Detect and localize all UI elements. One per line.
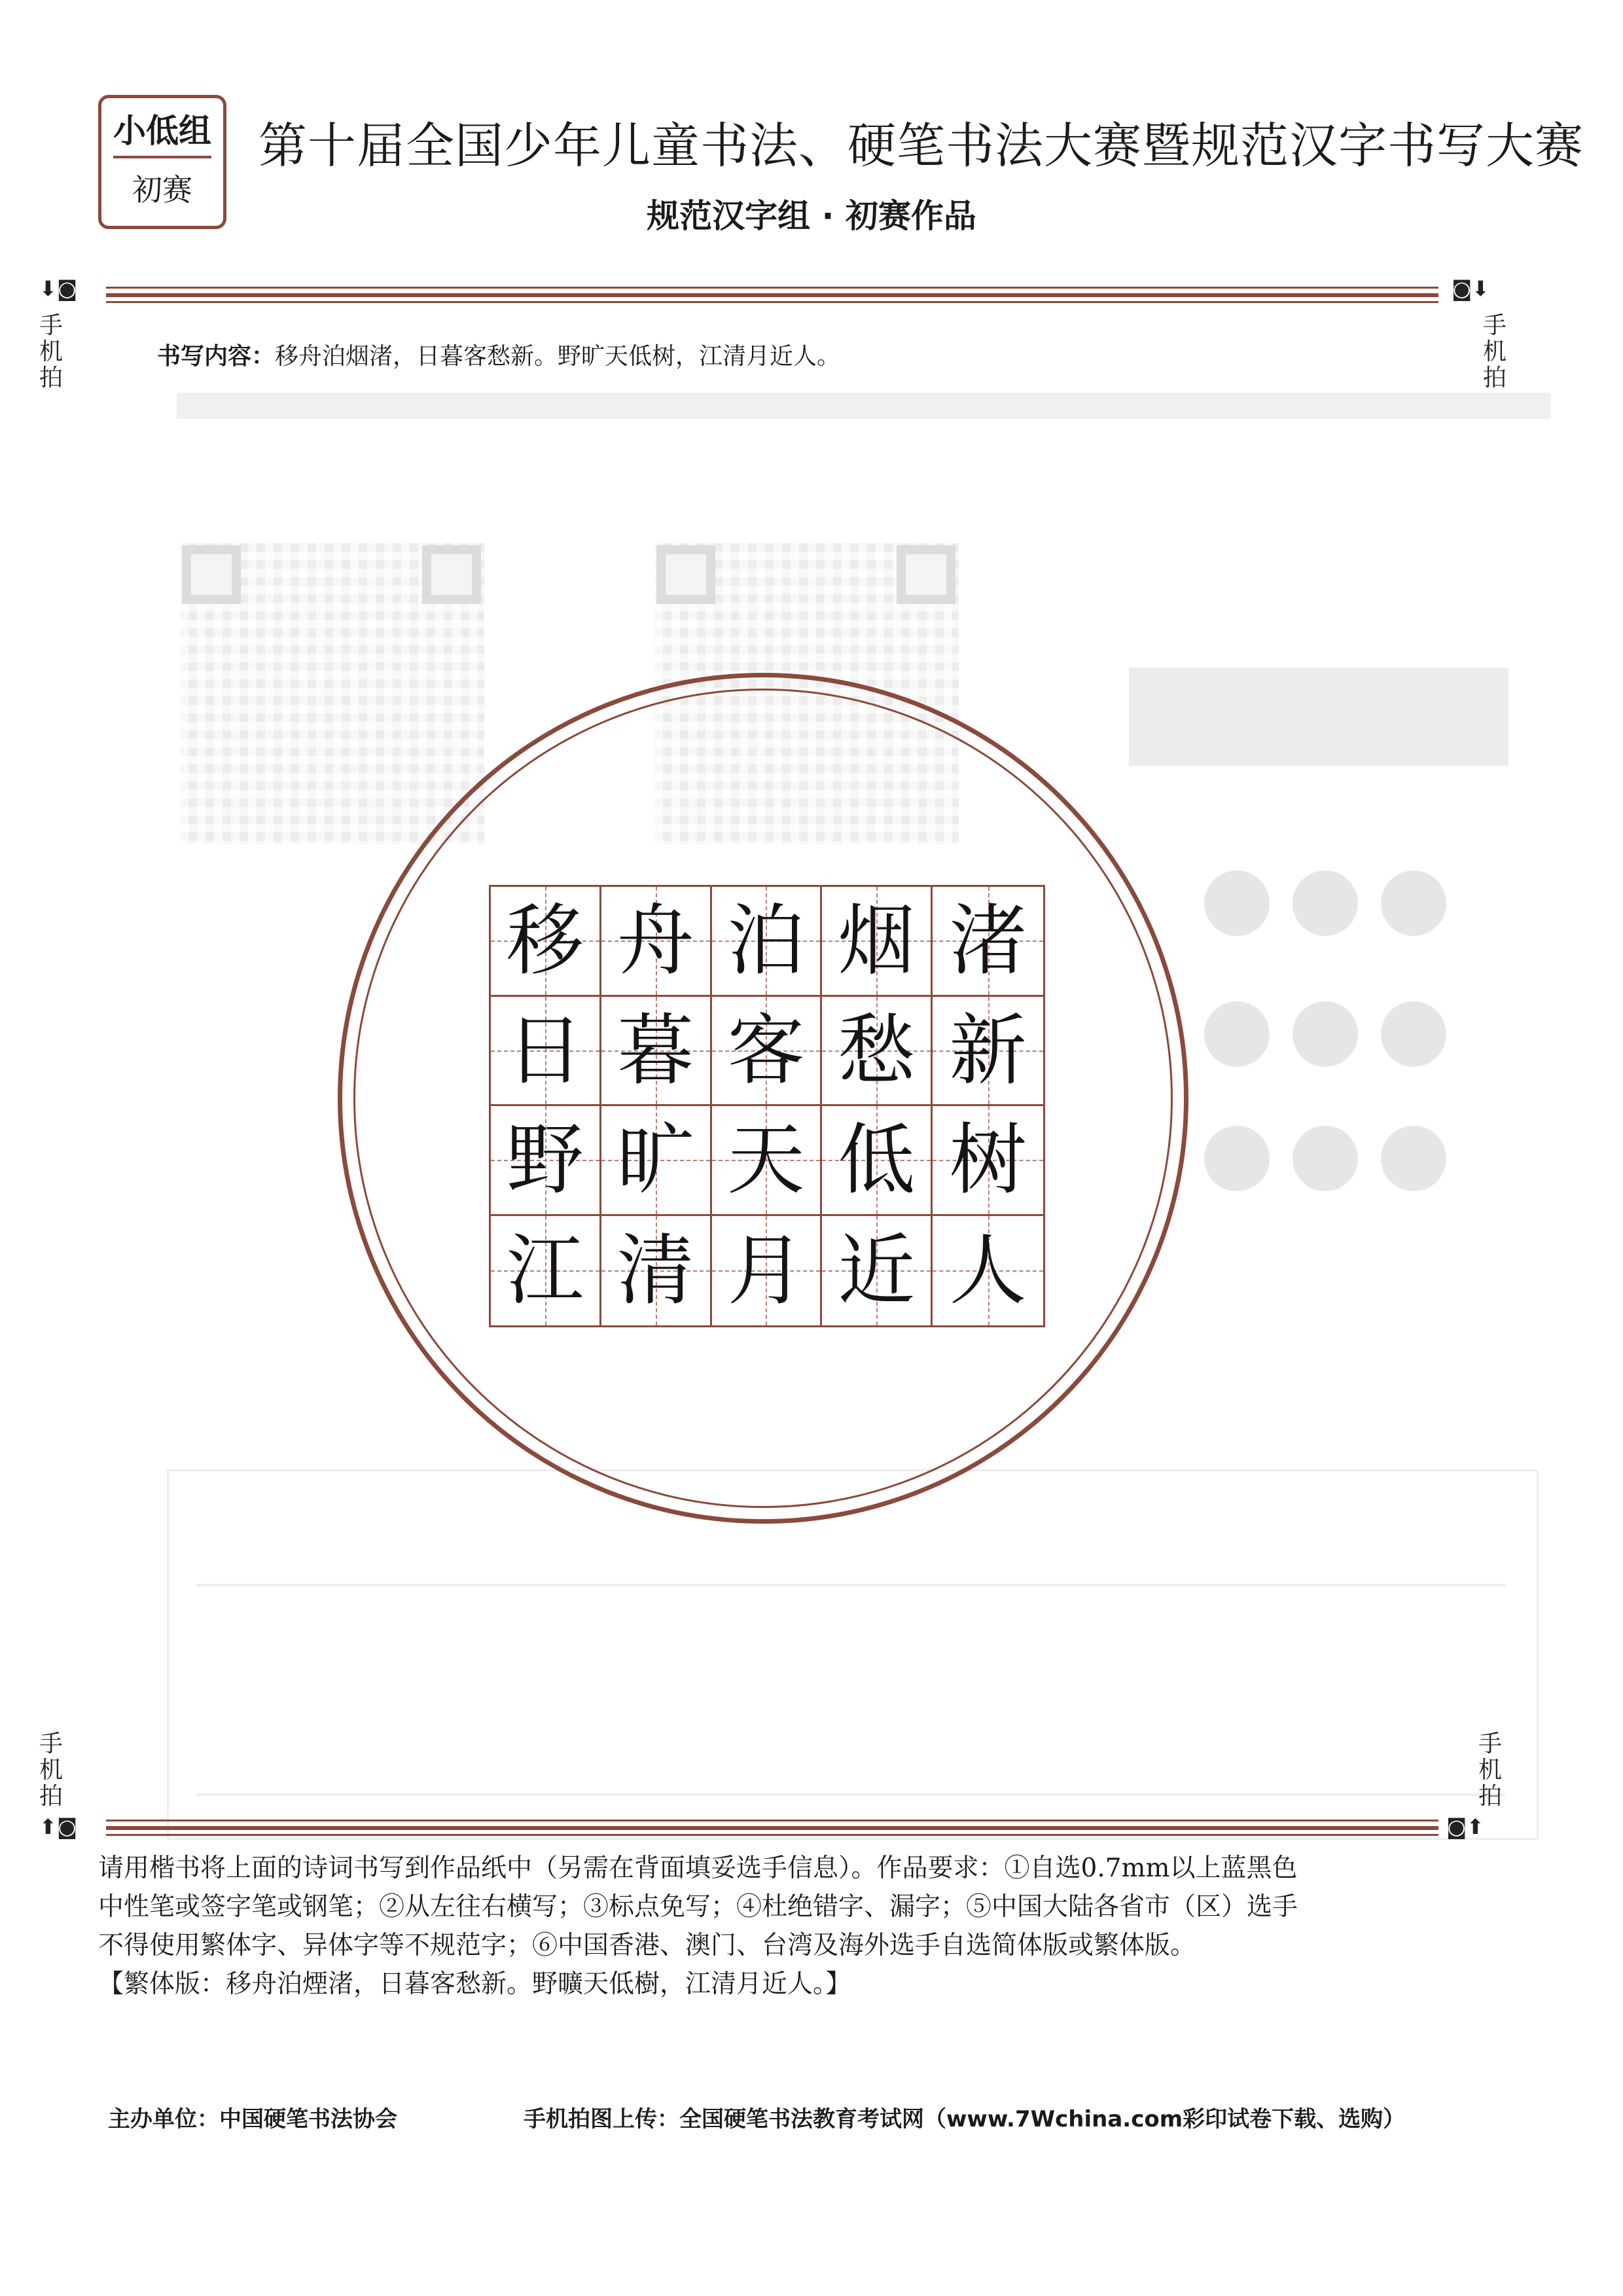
group-label: 小低组 xyxy=(113,106,211,158)
photo-mark-left-bottom: 手 机 拍 xyxy=(39,1731,63,1810)
grid-cell xyxy=(933,887,1043,997)
ghost-round-icon xyxy=(1204,1126,1270,1191)
camera-up-icon: ⬆︎◙ xyxy=(39,1814,77,1839)
photo-mark-right-bottom: 手 机 拍 xyxy=(1478,1731,1502,1810)
grid-cell xyxy=(822,1106,933,1216)
handwritten-character: 日 xyxy=(506,1005,584,1096)
writing-content-text: 移舟泊烟渚，日暮客愁新。野旷天低树，江清月近人。 xyxy=(275,343,841,370)
handwritten-character: 新 xyxy=(949,1005,1027,1096)
handwritten-character: 清 xyxy=(616,1225,694,1316)
instruction-line: 请用楷书将上面的诗词书写到作品纸中（另需在背面填妥选手信息）。作品要求：①自选0.7mm以上蓝黑色 xyxy=(98,1854,1298,1883)
ghost-round-icon xyxy=(1381,1126,1446,1191)
stage-label: 初赛 xyxy=(132,172,192,207)
handwritten-character: 愁 xyxy=(838,1005,916,1096)
grid-cell xyxy=(491,1106,601,1216)
writing-content xyxy=(157,340,1400,373)
writing-grid xyxy=(489,885,1045,1327)
grid-cell xyxy=(712,1106,823,1216)
ghost-round-icon xyxy=(1204,1001,1270,1067)
page-subtitle: 规范汉字组 · 初赛作品 xyxy=(647,197,976,235)
grid-cell xyxy=(601,887,712,997)
grid-cell xyxy=(491,1216,601,1326)
instructions xyxy=(98,1849,1459,2003)
ghost-qr-eye xyxy=(182,545,241,604)
grid-cell xyxy=(822,887,933,997)
ghost-form-line xyxy=(196,1584,1505,1587)
grid-cell xyxy=(822,997,933,1107)
instruction-line: 不得使用繁体字、异体字等不规范字；⑥中国香港、澳门、台湾及海外选手自选简体版或繁体版。 xyxy=(98,1931,1196,1960)
handwritten-character: 江 xyxy=(506,1225,584,1316)
grid-cell xyxy=(491,887,601,997)
grid-cell xyxy=(712,1216,823,1326)
organizer: 主办单位：中国硬笔书法协会 xyxy=(108,2106,397,2132)
handwritten-character: 树 xyxy=(949,1115,1027,1206)
handwritten-character: 低 xyxy=(838,1115,916,1206)
grid-cell xyxy=(712,997,823,1107)
ghost-qr-eye xyxy=(656,545,715,604)
ghost-qr-eye xyxy=(422,545,481,604)
handwritten-character: 烟 xyxy=(838,895,916,986)
bottom-divider-thin xyxy=(106,1834,1438,1836)
ghost-qr-eye xyxy=(897,545,955,604)
grid-cell xyxy=(712,887,823,997)
writing-content-label: 书写内容： xyxy=(157,343,276,370)
handwritten-character: 移 xyxy=(506,895,584,986)
camera-down-icon: ⬇︎◙ xyxy=(39,276,77,301)
grid-cell xyxy=(601,997,712,1107)
instruction-line: 中性笔或签字笔或钢笔；②从左往右横写；③标点免写；④杜绝错字、漏字；⑤中国大陆各省市（区）选手 xyxy=(98,1892,1298,1922)
bottom-divider-thin xyxy=(106,1820,1438,1821)
grid-cell xyxy=(601,1216,712,1326)
camera-down-icon: ◙⬇︎ xyxy=(1452,276,1489,301)
handwritten-character: 舟 xyxy=(616,895,694,986)
handwritten-character: 旷 xyxy=(616,1115,694,1206)
photo-mark-left-top: 手 机 拍 xyxy=(39,312,63,391)
ghost-round-icon xyxy=(1381,870,1446,936)
top-divider-thin xyxy=(106,301,1438,303)
grid-cell xyxy=(933,997,1043,1107)
ghost-form-line xyxy=(196,1793,1505,1796)
handwritten-character: 野 xyxy=(506,1115,584,1206)
grid-cell xyxy=(491,997,601,1107)
handwritten-character: 泊 xyxy=(727,895,805,986)
ghost-form-box xyxy=(167,1469,1539,1840)
grid-cell xyxy=(933,1216,1043,1326)
handwritten-character: 月 xyxy=(727,1225,805,1316)
grid-cell xyxy=(933,1106,1043,1216)
photo-mark-right-top: 手 机 拍 xyxy=(1482,312,1507,391)
instruction-line: 【繁体版：移舟泊煙渚，日暮客愁新。野曠天低樹，江清月近人。】 xyxy=(98,1969,851,1999)
ghost-round-icon xyxy=(1293,870,1358,936)
ghost-round-icon xyxy=(1293,1126,1358,1191)
handwritten-character: 人 xyxy=(949,1225,1027,1316)
handwritten-character: 天 xyxy=(727,1115,805,1206)
camera-up-icon: ◙⬆︎ xyxy=(1446,1814,1484,1839)
upload-info: 手机拍图上传：全国硬笔书法教育考试网（www.7Wchina.com彩印试卷下载、选购） xyxy=(524,2106,1406,2132)
handwritten-character: 渚 xyxy=(949,895,1027,986)
ghost-heading-line xyxy=(177,393,1551,419)
ghost-round-icon xyxy=(1204,870,1270,936)
page-title: 第十届全国少年儿童书法、硬笔书法大赛暨规范汉字书写大赛 xyxy=(259,118,1584,174)
handwritten-character: 近 xyxy=(838,1225,916,1316)
top-divider-thin xyxy=(106,287,1438,289)
top-divider-thick xyxy=(106,293,1438,297)
grid-cell xyxy=(822,1216,933,1326)
ghost-round-icon xyxy=(1293,1001,1358,1067)
ghost-round-icon xyxy=(1381,1001,1446,1067)
handwritten-character: 暮 xyxy=(616,1005,694,1096)
grid-cell xyxy=(601,1106,712,1216)
bottom-divider-thick xyxy=(106,1826,1438,1830)
ghost-banner-image xyxy=(1129,668,1508,766)
handwritten-character: 客 xyxy=(727,1005,805,1096)
